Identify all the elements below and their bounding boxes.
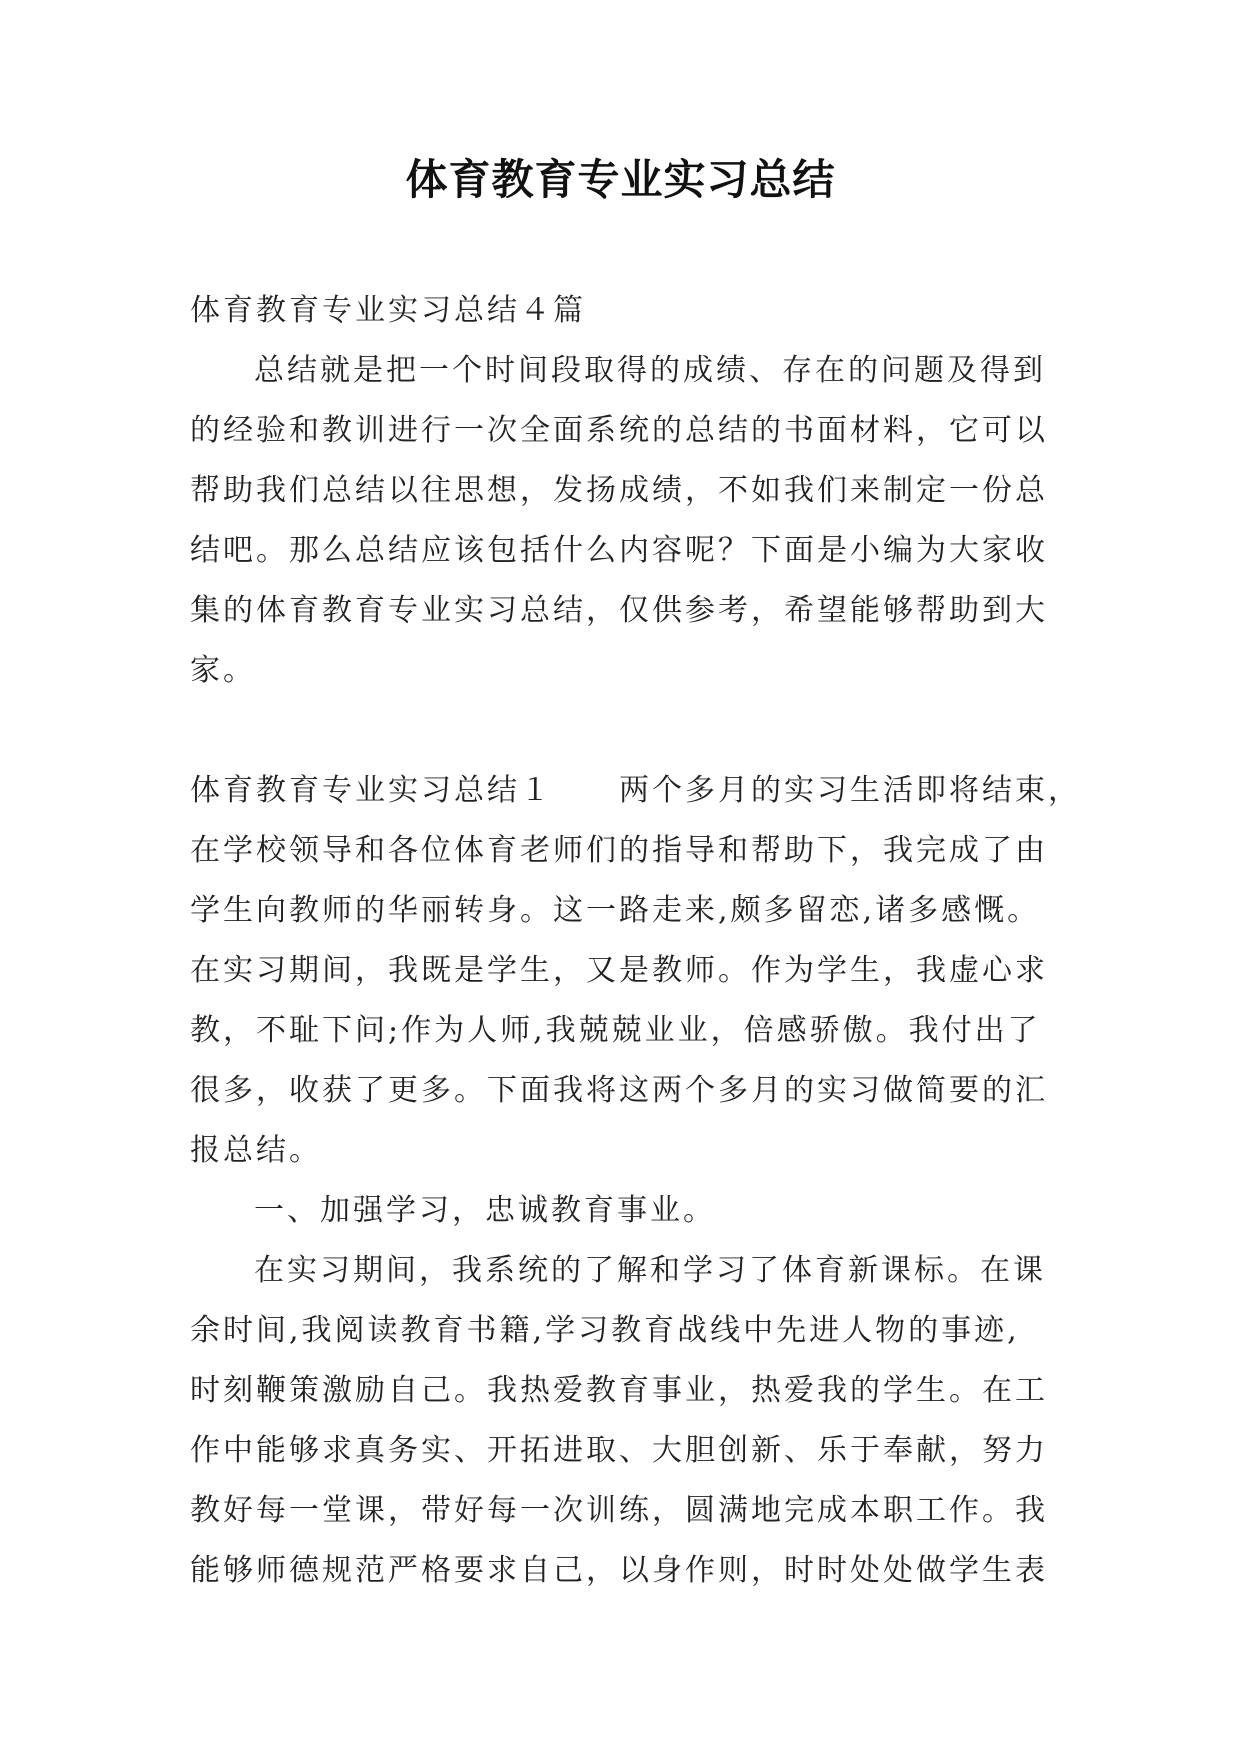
paragraph-line: 在学校领导和各位体育老师们的指导和帮助下，我完成了由 <box>190 833 1048 868</box>
paragraph-line: 在实习期间，我系统的了解和学习了体育新课标。在课 <box>254 1253 1046 1288</box>
paragraph-line: 的经验和教训进行一次全面系统的总结的书面材料，它可以 <box>190 413 1048 448</box>
subtitle-line: 体育教育专业实习总结４篇 <box>190 293 586 328</box>
paragraph-line: 报总结。 <box>190 1133 322 1168</box>
paragraph-line: 作中能够求真务实、开拓进取、大胆创新、乐于奉献，努力 <box>190 1433 1048 1468</box>
paragraph-line: 结吧。那么总结应该包括什么内容呢？下面是小编为大家收 <box>190 533 1048 568</box>
document-body <box>190 281 1081 1601</box>
paragraph-line: 教，不耻下问;作为人师,我兢兢业业，倍感骄傲。我付出了 <box>190 1013 1041 1048</box>
paragraph-line: 在实习期间，我既是学生，又是教师。作为学生，我虚心求 <box>190 953 1048 988</box>
paragraph-line: 很多，收获了更多。下面我将这两个多月的实习做简要的汇 <box>190 1073 1048 1108</box>
document-title: 体育教育专业实习总结 <box>405 155 836 204</box>
paragraph-line: 学生向教师的华丽转身。这一路走来,颇多留恋,诸多感慨。 <box>190 893 1041 928</box>
paragraph-line: 余时间,我阅读教育书籍,学习教育战线中先进人物的事迹, <box>190 1313 1020 1348</box>
paragraph-line: 集的体育教育专业实习总结，仅供参考，希望能够帮助到大 <box>190 593 1048 628</box>
section-heading-line: 体育教育专业实习总结１ 两个多月的实习生活即将结束， <box>190 773 1081 808</box>
paragraph-gap <box>190 701 1050 761</box>
paragraph-line: 家。 <box>190 653 256 688</box>
paragraph-line: 教好每一堂课，带好每一次训练，圆满地完成本职工作。我 <box>190 1493 1048 1528</box>
paragraph-line: 帮助我们总结以往思想，发扬成绩，不如我们来制定一份总 <box>190 473 1048 508</box>
paragraph-line: 总结就是把一个时间段取得的成绩、存在的问题及得到 <box>254 353 1046 388</box>
paragraph-line: 能够师德规范严格要求自己，以身作则，时时处处做学生表 <box>190 1553 1048 1588</box>
subheading-line: 一、加强学习，忠诚教育事业。 <box>254 1193 716 1228</box>
paragraph-line: 时刻鞭策激励自己。我热爱教育事业，热爱我的学生。在工 <box>190 1373 1048 1408</box>
